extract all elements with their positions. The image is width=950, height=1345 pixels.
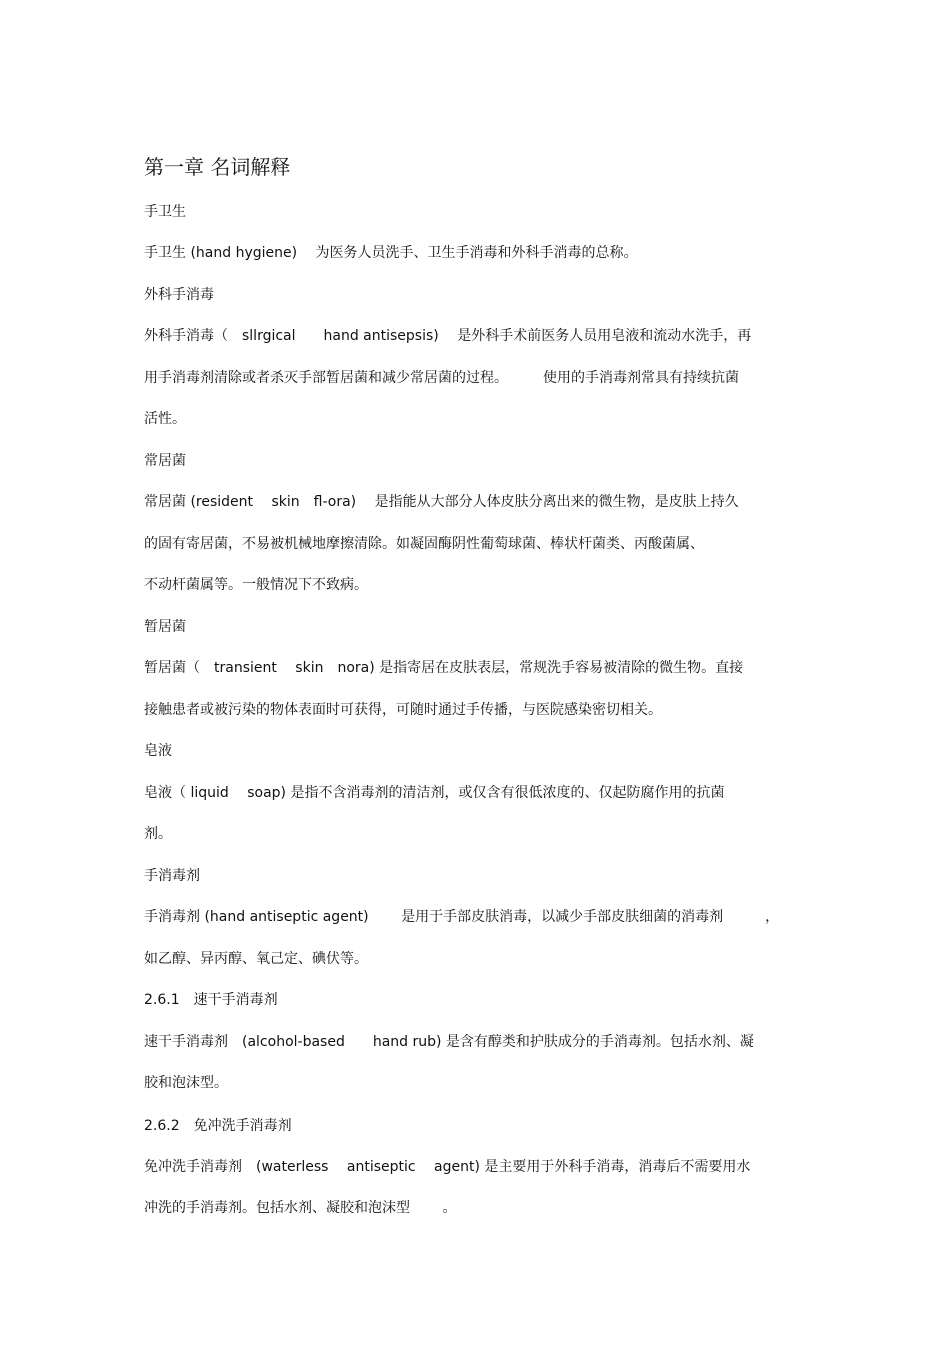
- paragraph-line: 暂居菌（ transient skin nora) 是指寄居在皮肤表层，常规洗手容易被清除的微生物。直接: [144, 660, 744, 676]
- paragraph-line: 手卫生 (hand hygiene) 为医务人员洗手、卫生手消毒和外科手消毒的总称。: [144, 245, 638, 261]
- paragraph-line: 外科手消毒（ sllrgical hand antisepsis) 是外科手术前医务人员用皂液和流动水洗手，再: [144, 328, 752, 344]
- section-heading-2-6-1: 2.6.1 速干手消毒剂: [144, 992, 278, 1008]
- paragraph-line: 常居菌 (resident skin fl-ora) 是指能从大部分人体皮肤分离出来的微生物，是皮肤上持久: [144, 494, 739, 510]
- paragraph-line: 不动杆菌属等。一般情况下不致病。: [144, 577, 368, 593]
- paragraph-line: 冲洗的手消毒剂。包括水剂、凝胶和泡沫型 。: [144, 1200, 457, 1216]
- term-heading-liquid-soap: 皂液: [144, 743, 172, 759]
- term-heading-hand-antiseptic-agent: 手消毒剂: [144, 868, 200, 884]
- section-heading-2-6-2: 2.6.2 免冲洗手消毒剂: [144, 1118, 292, 1134]
- paragraph-line: 接触患者或被污染的物体表面时可获得，可随时通过手传播，与医院感染密切相关。: [144, 702, 662, 718]
- paragraph-line: 速干手消毒剂 (alcohol-based hand rub) 是含有醇类和护肤成分的手消毒剂。包括水剂、凝: [144, 1034, 754, 1050]
- paragraph-line: 用手消毒剂清除或者杀灭手部暂居菌和减少常居菌的过程。 使用的手消毒剂常具有持续抗菌: [144, 370, 739, 386]
- paragraph-line: 活性。: [144, 411, 186, 427]
- paragraph-line: 手消毒剂 (hand antiseptic agent) 是用于手部皮肤消毒，以减少手部皮肤细菌的消毒剂 ，: [144, 909, 780, 925]
- term-heading-hand-hygiene: 手卫生: [144, 204, 186, 220]
- term-heading-resident-flora: 常居菌: [144, 453, 186, 469]
- term-heading-transient-flora: 暂居菌: [144, 619, 186, 635]
- paragraph-line: 如乙醇、异丙醇、氧己定、碘伏等。: [144, 951, 368, 967]
- paragraph-line: 的固有寄居菌，不易被机械地摩擦清除。如凝固酶阴性葡萄球菌、棒状杆菌类、丙酸菌属、: [144, 536, 704, 552]
- paragraph-line: 免冲洗手消毒剂 (waterless antiseptic agent) 是主要用于外科手消毒，消毒后不需要用水: [144, 1159, 751, 1175]
- paragraph-line: 皂液（ liquid soap) 是指不含消毒剂的清洁剂，或仅含有很低浓度的、仅起防腐作用的抗菌: [144, 785, 725, 801]
- paragraph-line: 剂。: [144, 826, 172, 842]
- chapter-title: 第一章 名词解释: [144, 155, 291, 179]
- term-heading-surgical-antisepsis: 外科手消毒: [144, 287, 214, 303]
- paragraph-line: 胶和泡沫型。: [144, 1075, 228, 1091]
